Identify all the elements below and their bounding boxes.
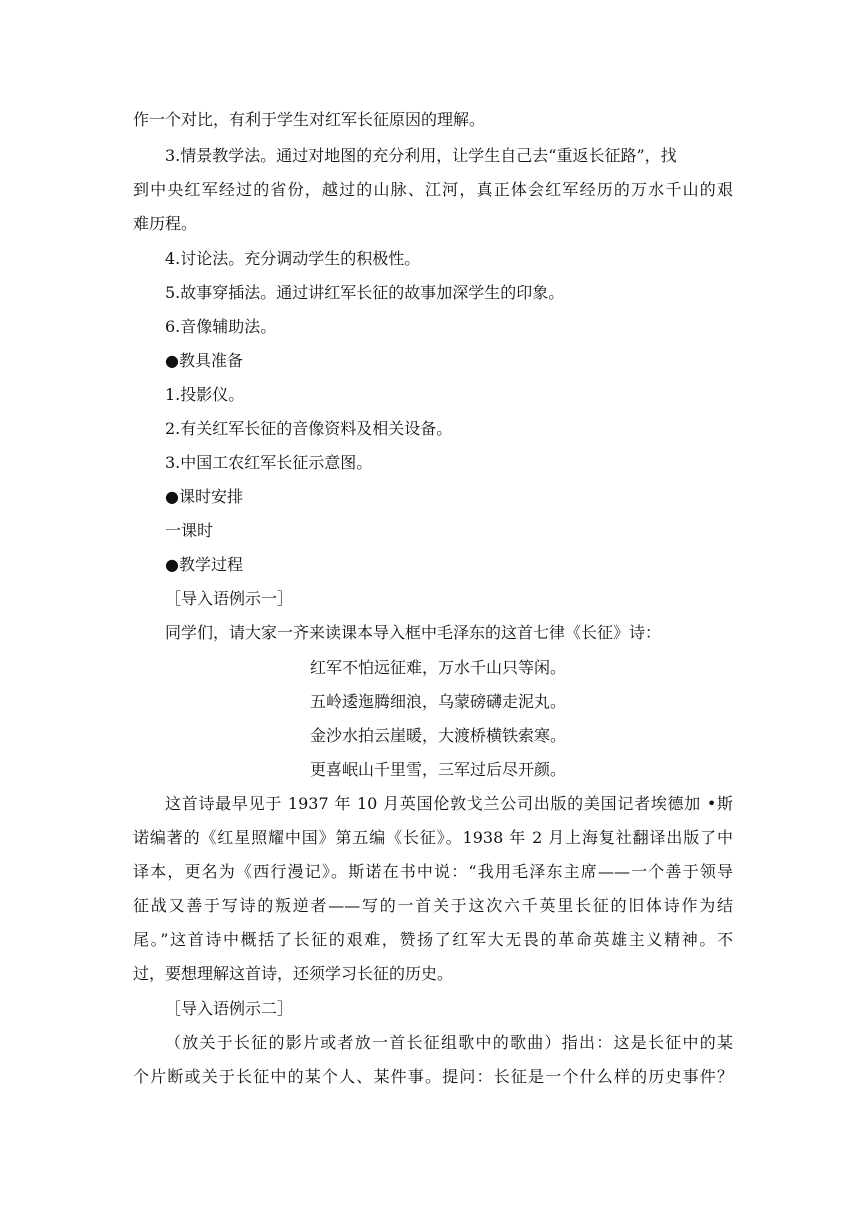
text-line: 一课时	[165, 521, 214, 540]
subheading: ［导入语例示一］	[165, 589, 294, 608]
text-line: 征战又善于写诗的叛逆者——写的一首关于这次六千英里长征的旧体诗作为结	[133, 896, 733, 915]
text-line: 2.有关红军长征的音像资料及相关设备。	[165, 419, 453, 438]
text-line: 这首诗最早见于 1937 年 10 月英国伦敦戈兰公司出版的美国记者埃德加 •斯	[165, 794, 733, 813]
section-heading: ●教学过程	[165, 555, 243, 574]
text-line: 诺编著的《红星照耀中国》第五编《长征》。1938 年 2 月上海复社翻译出版了中	[133, 828, 733, 847]
poem-line: 金沙水拍云崖暖，大渡桥横铁索寒。	[310, 726, 567, 745]
text-line: 到中央红军经过的省份，越过的山脉、江河，真正体会红军经历的万水千山的艰	[133, 180, 733, 199]
text-line: 1.投影仪。	[165, 385, 245, 404]
text-line: 3.中国工农红军长征示意图。	[165, 453, 373, 472]
poem-line: 红军不怕远征难，万水千山只等闲。	[310, 658, 567, 677]
text-line: 4.讨论法。充分调动学生的积极性。	[165, 249, 421, 268]
section-heading: ●课时安排	[165, 487, 243, 506]
text-line: 过，要想理解这首诗，还须学习长征的历史。	[133, 964, 454, 983]
text-line: 3.情景教学法。通过对地图的充分利用，让学生自己去“重返长征路”，找	[165, 146, 677, 165]
text-line: 作一个对比，有利于学生对红军长征原因的理解。	[133, 110, 486, 129]
text-line: 5.故事穿插法。通过讲红军长征的故事加深学生的印象。	[165, 283, 565, 302]
section-heading: ●教具准备	[165, 351, 243, 370]
subheading: ［导入语例示二］	[165, 999, 294, 1018]
text-line: 同学们，请大家一齐来读课本导入框中毛泽东的这首七律《长征》诗：	[165, 623, 662, 642]
text-line: （放关于长征的影片或者放一首长征组歌中的歌曲）指出：这是长征中的某	[165, 1033, 733, 1052]
text-line: 译本，更名为《西行漫记》。斯诺在书中说：“我用毛泽东主席——一个善于领导	[133, 862, 733, 881]
text-line: 6.音像辅助法。	[165, 317, 277, 336]
text-line: 尾。”这首诗中概括了长征的艰难，赞扬了红军大无畏的革命英雄主义精神。不	[133, 930, 733, 949]
poem-line: 五岭逶迤腾细浪，乌蒙磅礴走泥丸。	[310, 692, 567, 711]
text-line: 难历程。	[133, 214, 198, 233]
poem-line: 更喜岷山千里雪，三军过后尽开颜。	[310, 760, 567, 779]
text-line: 个片断或关于长征中的某个人、某件事。提问：长征是一个什么样的历史事件？	[133, 1067, 733, 1086]
